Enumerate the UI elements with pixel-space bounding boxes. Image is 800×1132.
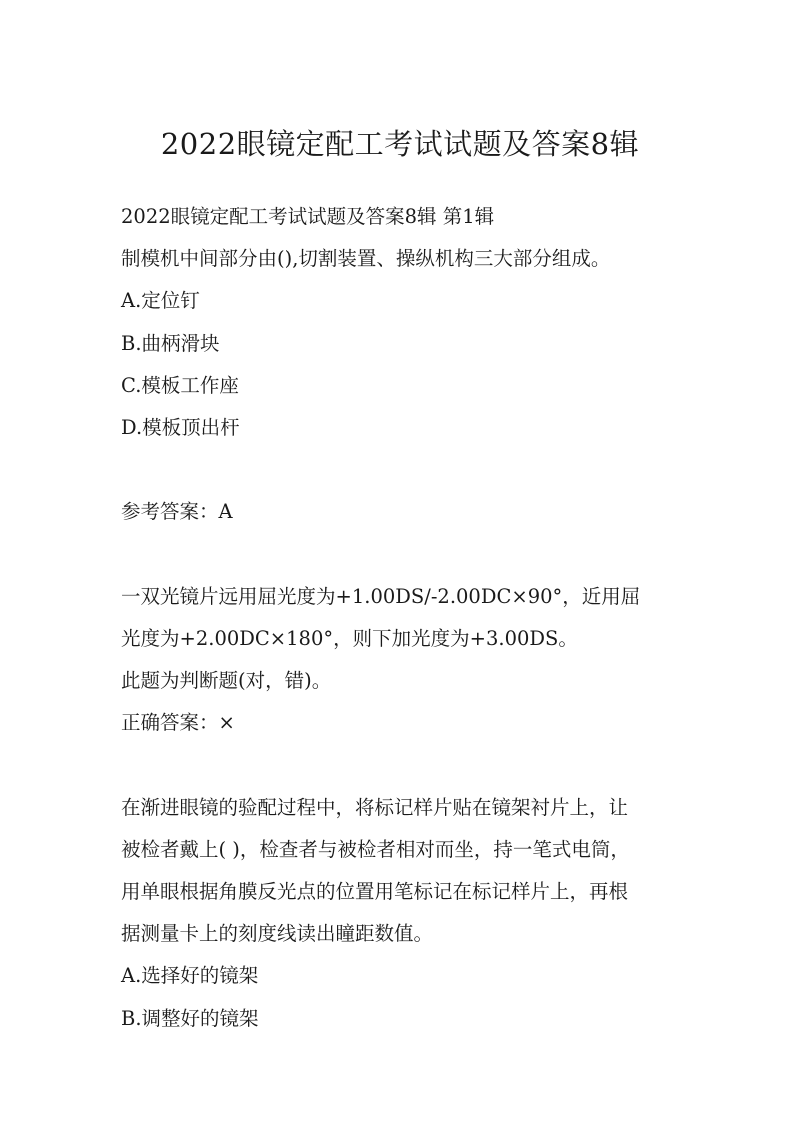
question-1-option-c: C.模板工作座 [121,373,239,397]
question-3-option-b: B.调整好的镜架 [121,1006,259,1030]
document-subtitle: 2022眼镜定配工考试试题及答案8辑 第1辑 [121,205,495,228]
question-1-option-b: B.曲柄滑块 [121,331,220,355]
question-2-answer: 正确答案：× [121,711,235,735]
question-2-note: 此题为判断题(对，错)。 [121,669,332,693]
document-title: 2022眼镜定配工考试试题及答案8辑 [160,127,640,161]
spacer [121,534,691,576]
question-1-answer: 参考答案：A [121,500,233,524]
question-3-stem-line-3: 用单眼根据角膜反光点的位置用笔标记在标记样片上，再根 [121,880,629,903]
spacer [121,449,691,491]
document-body [121,196,691,1040]
question-2-stem-line-1: 一双光镜片远用屈光度为+1.00DS/-2.00DC×90°，近用屈 [121,584,641,608]
spacer [121,744,691,786]
question-2-stem-line-2: 光度为+2.00DC×180°，则下加光度为+3.00DS。 [121,626,578,650]
question-3-option-a: A.选择好的镜架 [121,964,259,988]
question-3-stem-line-2: 被检者戴上( )，检查者与被检者相对而坐，持一笔式电筒， [121,837,630,861]
question-3-stem-line-4: 据测量卡上的刻度线读出瞳距数值。 [121,922,434,946]
question-1-option-a: A.定位钉 [121,289,200,313]
question-3-stem-line-1: 在渐进眼镜的验配过程中，将标记样片贴在镜架衬片上，让 [121,795,629,819]
question-1-option-d: D.模板顶出杆 [121,415,240,439]
question-1-stem: 制模机中间部分由(),切割装置、操纵机构三大部分组成。 [121,247,611,271]
